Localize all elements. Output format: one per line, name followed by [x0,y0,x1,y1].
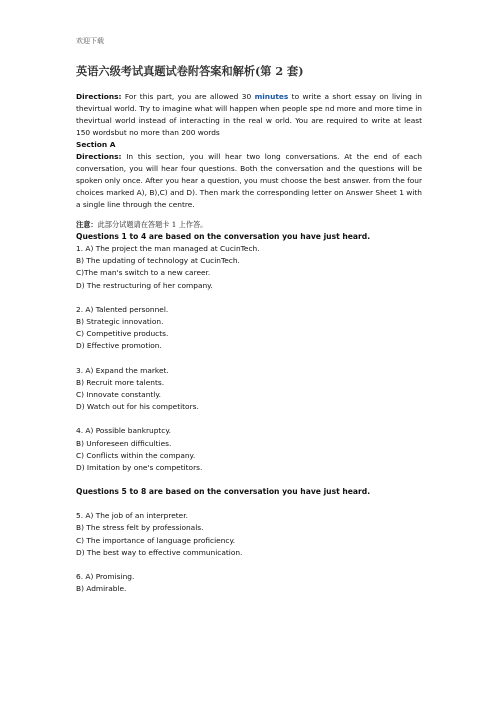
question-option-first: 1. A) The project the man managed at CucinTech. [76,244,260,253]
question-option: B) The stress felt by professionals. [76,523,204,533]
question-item [76,571,422,595]
question-option: B) Admirable. [76,584,127,594]
question-option: C) The importance of language proficiency. [76,535,236,545]
question-option: D) The restructuring of her company. [76,280,213,290]
directions-label: Directions: [76,152,122,161]
question-option: D) Effective promotion. [76,341,162,351]
directions-text-before: For this part, you are allowed 30 [121,92,255,101]
question-group-1 [76,243,422,474]
question-item [76,510,422,559]
question-option-first: 5. A) The job of an interpreter. [76,511,188,521]
question-group-heading: Questions 5 to 8 are based on the conversation you have just heard. [76,487,371,497]
question-item [76,425,422,474]
question-option: C) Competitive products. [76,329,169,339]
question-option: D) The best way to effective communication. [76,547,243,557]
section-heading: Section A [76,140,116,149]
question-item [76,365,422,414]
note-text: 此部分试题请在答题卡 1 上作答。 [97,220,208,229]
question-option: C)The man's switch to a new career. [76,268,211,278]
question-option-first: 4. A) Possible bankruptcy. [76,426,172,436]
writing-directions [76,91,422,139]
question-item [76,243,422,292]
question-group-heading: Questions 1 to 4 are based on the conversation you have just heard. [76,232,371,241]
header-note: 欢迎下载 [76,37,104,45]
directions-text: In this section, you will hear two long conversations. At the end of each conversation, you will hear four questions. Both the conversation and the questions will be spoken only once. After you hear a question, you must choose the best answer. from the four choices marked A), B),C) and D). Then mark the corresponding letter on Answer Sheet 1 with a single line through the centre. [76,152,422,209]
note-label: 注意： [76,220,98,229]
listening-directions [76,151,422,211]
answer-note [76,219,422,231]
question-option: C) Conflicts within the company. [76,450,196,460]
question-option: D) Imitation by one's competitors. [76,463,203,473]
question-option: B) Recruit more talents. [76,377,165,387]
directions-text-after: to write a short essay on living in thevirtual world. Try to imagine what will happen when people spe nd more and more time in thevirtual world instead of interacting in the real w orld. You are required to write at least 150 wordsbut no more than 200 words [76,92,422,137]
minutes-link[interactable]: minutes [254,92,289,101]
question-option-first: 6. A) Promising. [76,572,135,582]
question-item [76,304,422,353]
document-content [76,64,422,595]
question-option: C) Innovate constantly. [76,390,162,400]
page-title: 英语六级考试真题试卷附答案和解析(第 2 套) [76,64,304,78]
directions-label: Directions: [76,92,122,101]
question-option-first: 3. A) Expand the market. [76,365,169,375]
question-option: B) Unforeseen difficulties. [76,438,172,448]
question-option: B) Strategic innovation. [76,317,164,327]
question-option: B) The updating of technology at CucinTech. [76,256,240,266]
question-option: D) Watch out for his competitors. [76,402,199,412]
question-option-first: 2. A) Talented personnel. [76,304,169,314]
question-group-2 [76,510,422,595]
